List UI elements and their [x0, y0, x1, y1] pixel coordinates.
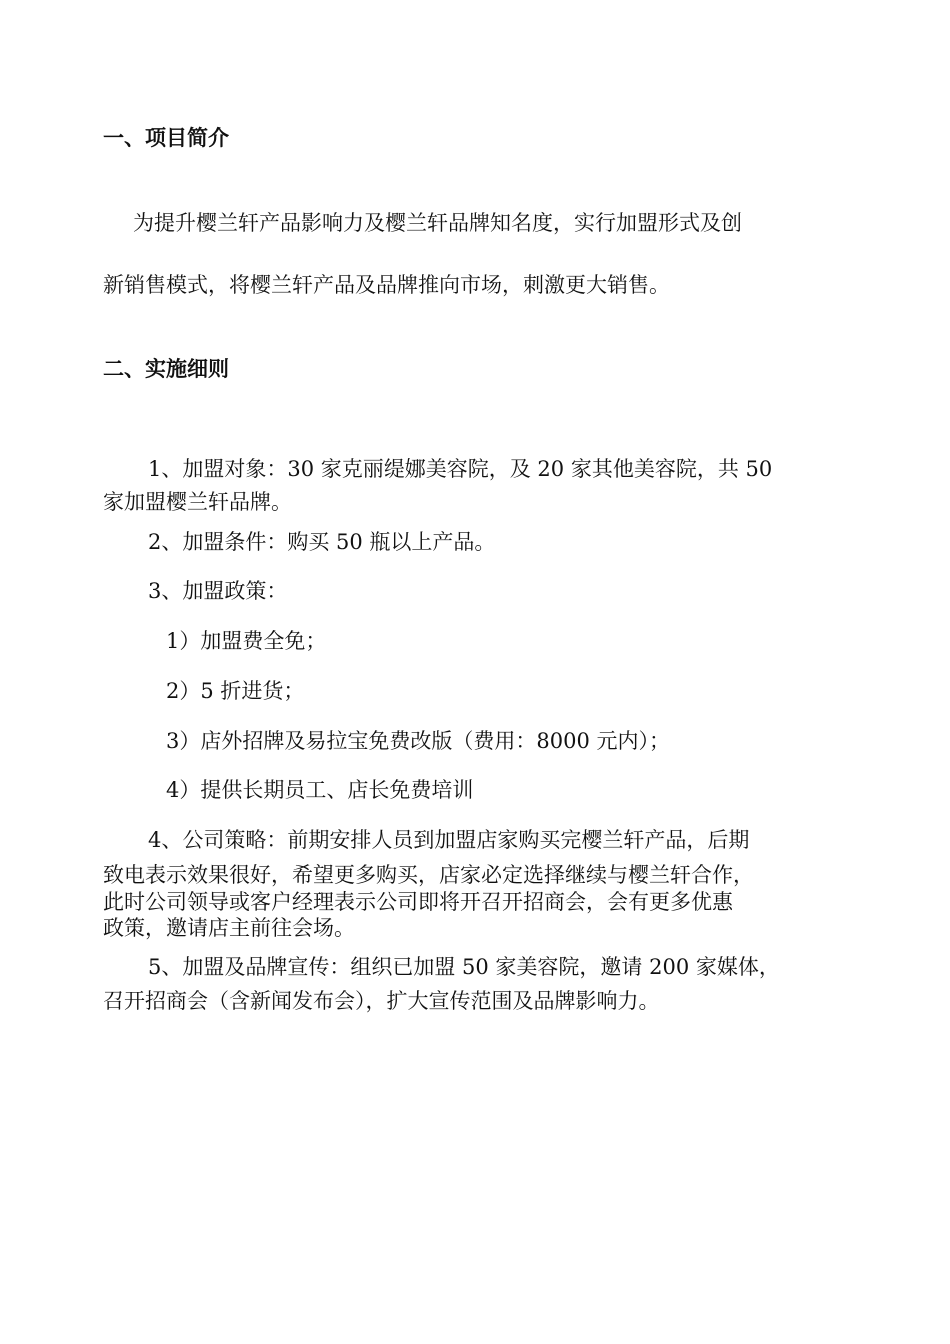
- item-5-line-2: 召开招商会（含新闻发布会），扩大宣传范围及品牌影响力。: [103, 989, 660, 1013]
- policy-item: 2）5 折进货；: [166, 679, 305, 703]
- item-4-line-2: 致电表示效果很好，希望更多购买，店家必定选择继续与樱兰轩合作，: [103, 863, 754, 887]
- item-1-line-1: 1、加盟对象：30 家克丽缇娜美容院，及 20 家其他美容院，共 50: [148, 457, 773, 481]
- intro-paragraph-line-1: 为提升樱兰轩产品影响力及樱兰轩品牌知名度，实行加盟形式及创: [133, 211, 742, 235]
- policy-item: 4）提供长期员工、店长免费培训: [166, 778, 474, 802]
- item-1-line-2: 家加盟樱兰轩品牌。: [103, 490, 292, 514]
- item-2: 2、加盟条件：购买 50 瓶以上产品。: [148, 530, 496, 554]
- item-5-line-1: 5、加盟及品牌宣传：组织已加盟 50 家美容院，邀请 200 家媒体，: [148, 955, 780, 979]
- section-heading-intro: 一、项目简介: [103, 126, 229, 150]
- section-heading-details: 二、实施细则: [103, 357, 229, 381]
- policy-item: 1）加盟费全免；: [166, 629, 327, 653]
- item-4-line-3: 此时公司领导或客户经理表示公司即将开召开招商会，会有更多优惠: [103, 890, 733, 914]
- item-3: 3、加盟政策：: [148, 579, 288, 603]
- item-4-line-1: 4、公司策略：前期安排人员到加盟店家购买完樱兰轩产品，后期: [148, 828, 750, 852]
- policy-item: 3）店外招牌及易拉宝免费改版（费用：8000 元内）；: [166, 729, 670, 753]
- intro-paragraph-line-2: 新销售模式，将樱兰轩产品及品牌推向市场，刺激更大销售。: [103, 273, 670, 297]
- item-4-line-4: 政策，邀请店主前往会场。: [103, 916, 355, 940]
